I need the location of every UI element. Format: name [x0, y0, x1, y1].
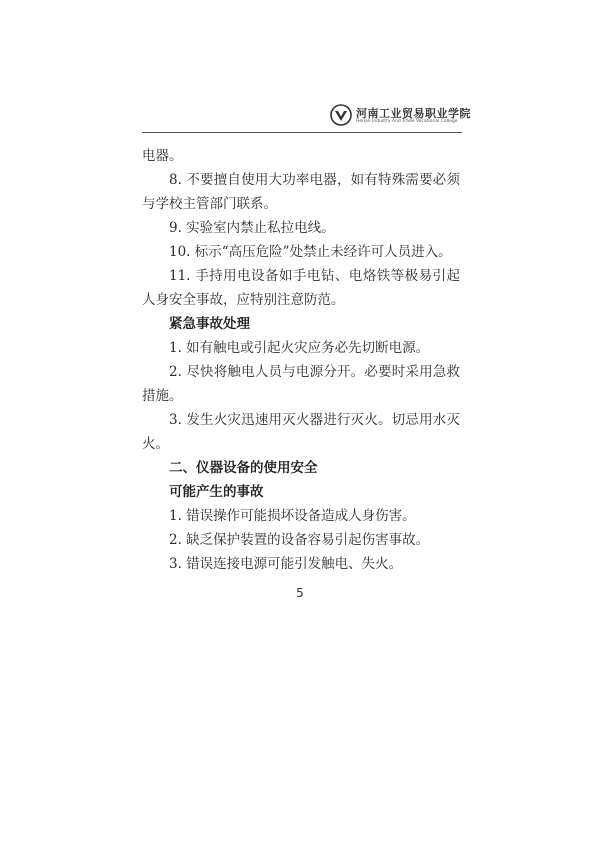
- paragraph: 2. 尽快将触电人员与电源分开。必要时采用急救措施。: [142, 364, 460, 404]
- section-heading: 紧急事故处理: [169, 316, 250, 332]
- school-name-english: Henan Industry And Trade Vocational College: [356, 119, 458, 124]
- page-header: [330, 104, 470, 130]
- school-emblem-icon: [330, 104, 352, 126]
- paragraph: 3. 发生火灾迅速用灭火器进行灭火。切忌用水灭火。: [142, 412, 460, 452]
- page-number: 5: [296, 586, 304, 600]
- paragraph: 3. 错误连接电源可能引发触电、失火。: [169, 556, 403, 572]
- header-divider: [142, 132, 462, 133]
- paragraph: 1. 如有触电或引起火灾应务必先切断电源。: [169, 340, 430, 356]
- paragraph: 2. 缺乏保护装置的设备容易引起伤害事故。: [169, 532, 430, 548]
- paragraph: 11. 手持用电设备如手电钻、电烙铁等极易引起人身安全事故，应特别注意防范。: [142, 268, 460, 308]
- school-name: 河南工业贸易职业学院: [356, 107, 471, 120]
- paragraph: 电器。: [142, 148, 183, 164]
- chapter-heading: 二、仪器设备的使用安全: [169, 460, 318, 476]
- section-heading: 可能产生的事故: [169, 484, 264, 500]
- paragraph: 10. 标示“高压危险”处禁止未经许可人员进入。: [169, 244, 452, 260]
- paragraph: 8. 不要擅自使用大功率电器，如有特殊需要必须与学校主管部门联系。: [142, 172, 460, 212]
- paragraph: 9. 实验室内禁止私拉电线。: [169, 220, 335, 236]
- document-body: [142, 144, 460, 576]
- paragraph: 1. 错误操作可能损坏设备造成人身伤害。: [169, 508, 416, 524]
